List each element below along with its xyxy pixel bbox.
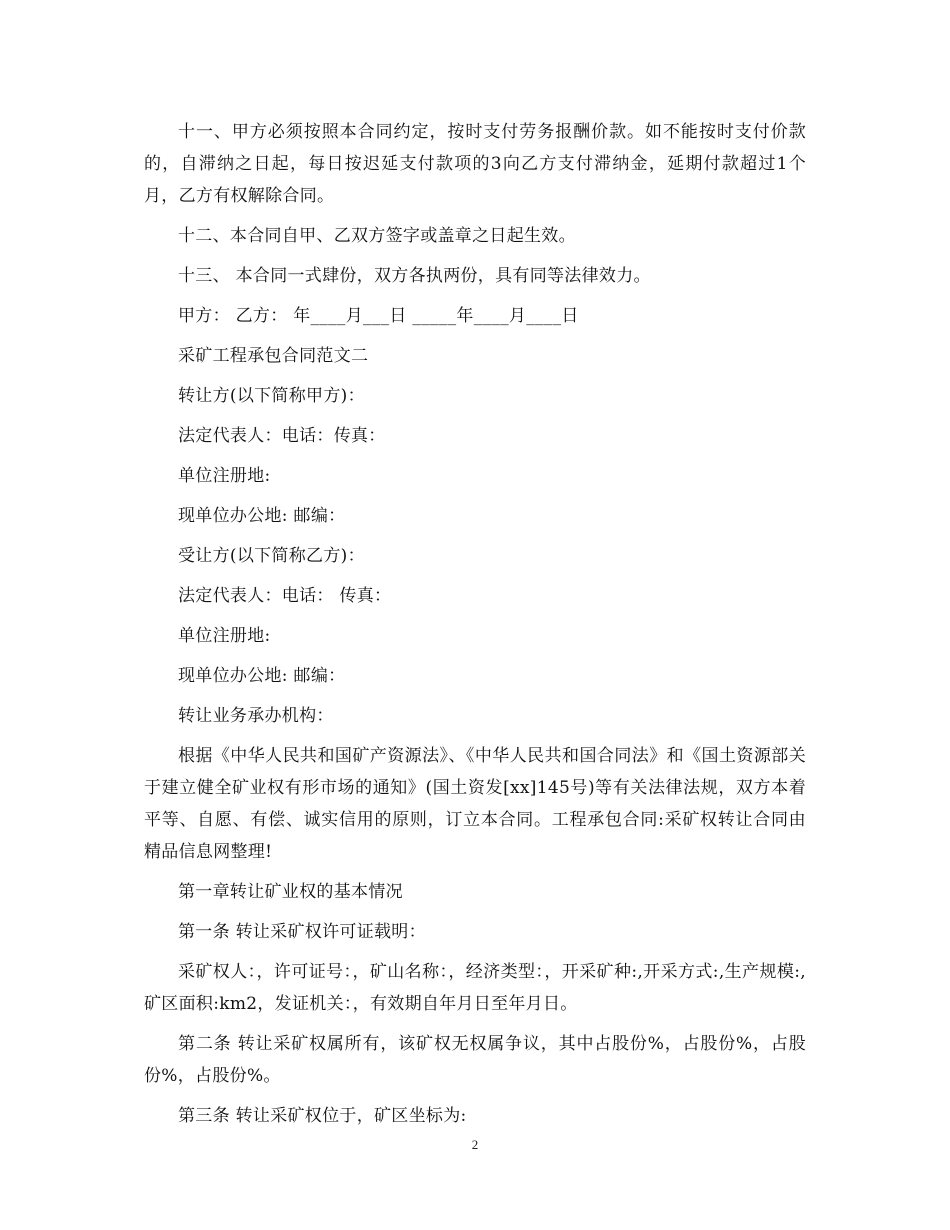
- transferee-office-line: 现单位办公地: 邮编：: [178, 666, 346, 686]
- transferee-representative-line: 法定代表人：电话： 传真：: [178, 586, 392, 606]
- section-title: 采矿工程承包合同范文二: [178, 346, 369, 366]
- article-3: 第三条 转让采矿权位于，矿区坐标为:: [178, 1106, 467, 1126]
- paragraph-clause-12: 十二、本合同自甲、乙双方签字或盖章之日起生效。: [178, 226, 576, 246]
- transferee-registered-address-line: 单位注册地:: [178, 626, 271, 646]
- page-number: 2: [471, 1137, 479, 1152]
- article-2: 第二条 转让采矿权属所有，该矿权无权属争议，其中占股份%，占股份%，占股份%，占股份%。: [144, 1034, 806, 1086]
- article-1-details: 采矿权人：，许可证号：，矿山名称：，经济类型：，开采矿种:,开采方式:,生产规模:,矿区面积:km2，发证机关：，有效期自年月日至年月日。: [144, 962, 806, 1014]
- transferor-line: 转让方(以下简称甲方)：: [178, 386, 365, 406]
- legal-basis-paragraph: 根据《中华人民共和国矿产资源法》、《中华人民共和国合同法》和《国土资源部关于建立健全矿业权有形市场的通知》(国土资发[xx]145号)等有关法律法规，双方本着平等、自愿、有偿、诚实信用的原则，订立本合同。工程承包合同:采矿权转让合同由精品信息网整理!: [144, 746, 806, 862]
- transferor-representative-line: 法定代表人：电话：传真：: [178, 426, 386, 446]
- paragraph-clause-13: 十三、 本合同一式肆份，双方各执两份，具有同等法律效力。: [178, 266, 651, 286]
- agency-line: 转让业务承办机构：: [178, 706, 334, 726]
- transferee-line: 受让方(以下简称乙方)：: [178, 546, 365, 566]
- document-body: [144, 116, 806, 1140]
- transferor-registered-address-line: 单位注册地:: [178, 466, 271, 486]
- chapter-heading: 第一章转让矿业权的基本情况: [178, 882, 403, 902]
- transferor-office-line: 现单位办公地: 邮编：: [178, 506, 346, 526]
- article-1-heading: 第一条 转让采矿权许可证载明：: [178, 922, 426, 942]
- signature-date-line: 甲方： 乙方： 年____月___日 _____年____月____日: [178, 306, 579, 326]
- paragraph-clause-11: 十一、甲方必须按照本合同约定，按时支付劳务报酬价款。如不能按时支付价款的，自滞纳之日起，每日按迟延支付款项的3向乙方支付滞纳金，延期付款超过1个月，乙方有权解除合同。: [144, 122, 806, 206]
